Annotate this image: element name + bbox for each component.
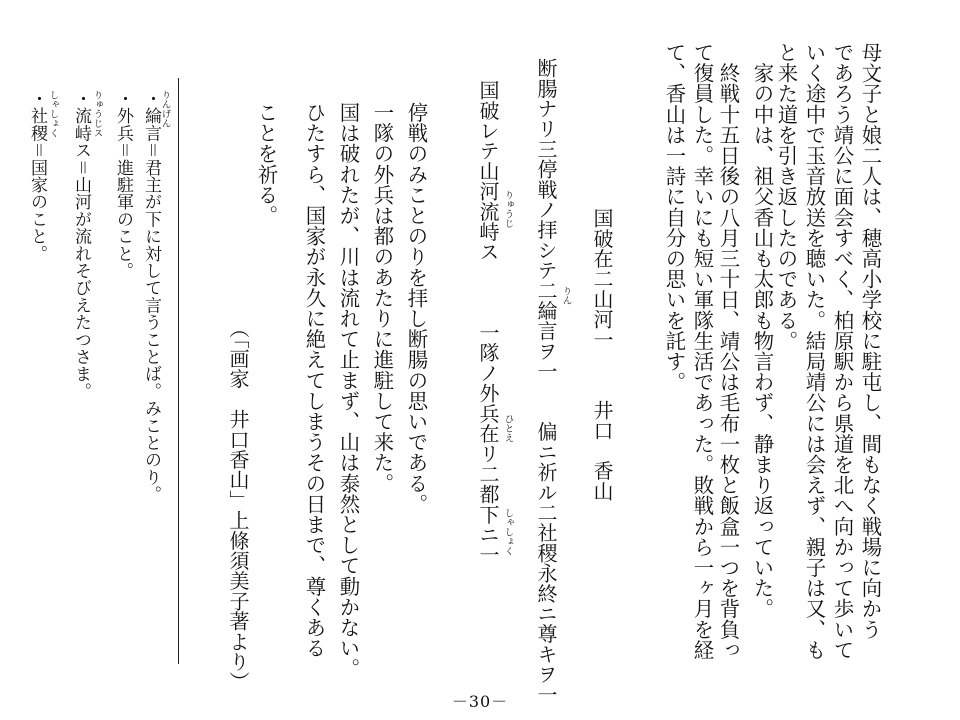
narrative-line: て、香山は一詩に自分の思いを託す。 (662, 42, 687, 393)
poem-line: 国破レテ山河流峙ス 一隊ノ外兵在リ二都下ニ一 (476, 80, 500, 565)
glossary-entry: ・外兵＝進駐軍のこと。 (113, 90, 133, 280)
narrative-line: 終戦十五日後の八月三十日、靖公は毛布一枚と飯盒一つを背負っ (716, 42, 741, 660)
narrative-line: と来た道を引き返したのである。 (774, 42, 799, 351)
furigana: りん (560, 286, 572, 305)
narrative-line: 家の中は、祖父香山も太郎も物言わず、静まり返っていた。 (750, 42, 775, 619)
narrative-line: であろう靖公に面会すべく、柏原駅から県道を北へ向かって歩いて (830, 42, 855, 660)
narrative-line: 母文子と娘二人は、穂高小学校に駐屯し、間もなく戦場に向かう (858, 42, 883, 640)
glossary-entry: ・社稷＝国家のこと。 (27, 90, 47, 262)
poem-title: 国破在二山河一 (590, 208, 614, 350)
narrative-line: いく途中で玉音放送を聴いた。結局靖公には会えず、親子は又、も (802, 42, 827, 660)
source-citation: （「画家 井口香山」上條須美子著より） (226, 318, 250, 692)
translation-line: ひたすら、国家が永久に絶えてしまうその日まで、尊くある (302, 102, 327, 659)
furigana: りゅうじス (91, 90, 103, 138)
poem-author: 井口 香山 (590, 400, 614, 501)
narrative-line: て復員した。幸いにも短い軍隊生活であった。敗戦から一ヶ月を経 (690, 42, 715, 660)
glossary-entry: ・流峙ス＝山河が流れそびえたつさま。 (71, 90, 91, 400)
translation-line: 停戦のみことのりを拝し断腸の思いである。 (404, 102, 429, 514)
furigana: りんげん (159, 90, 171, 128)
page-number: －30－ (451, 692, 509, 711)
translation-line: ことを祈る。 (254, 102, 279, 226)
furigana: ひとえ (502, 414, 514, 443)
translation-line: 一隊の外兵は都のあたりに進駐して来た。 (370, 102, 395, 494)
furigana: しゃしょく (47, 90, 59, 138)
glossary-entry: ・綸言＝君主が下に対して言うことば。みことのり。 (141, 90, 161, 503)
poem-line: 断腸ナリ三停戦ノ拝シテ二綸言ヲ一 偏ニ祈ル二社稷永終ニ尊キヲ一 (534, 58, 558, 705)
furigana: しゃしょく (502, 508, 514, 556)
translation-line: 国は破れたが、川は流れて止まず、山は泰然として動かない。 (336, 102, 361, 679)
section-divider (178, 78, 179, 664)
furigana: りゅうじ (502, 190, 514, 228)
